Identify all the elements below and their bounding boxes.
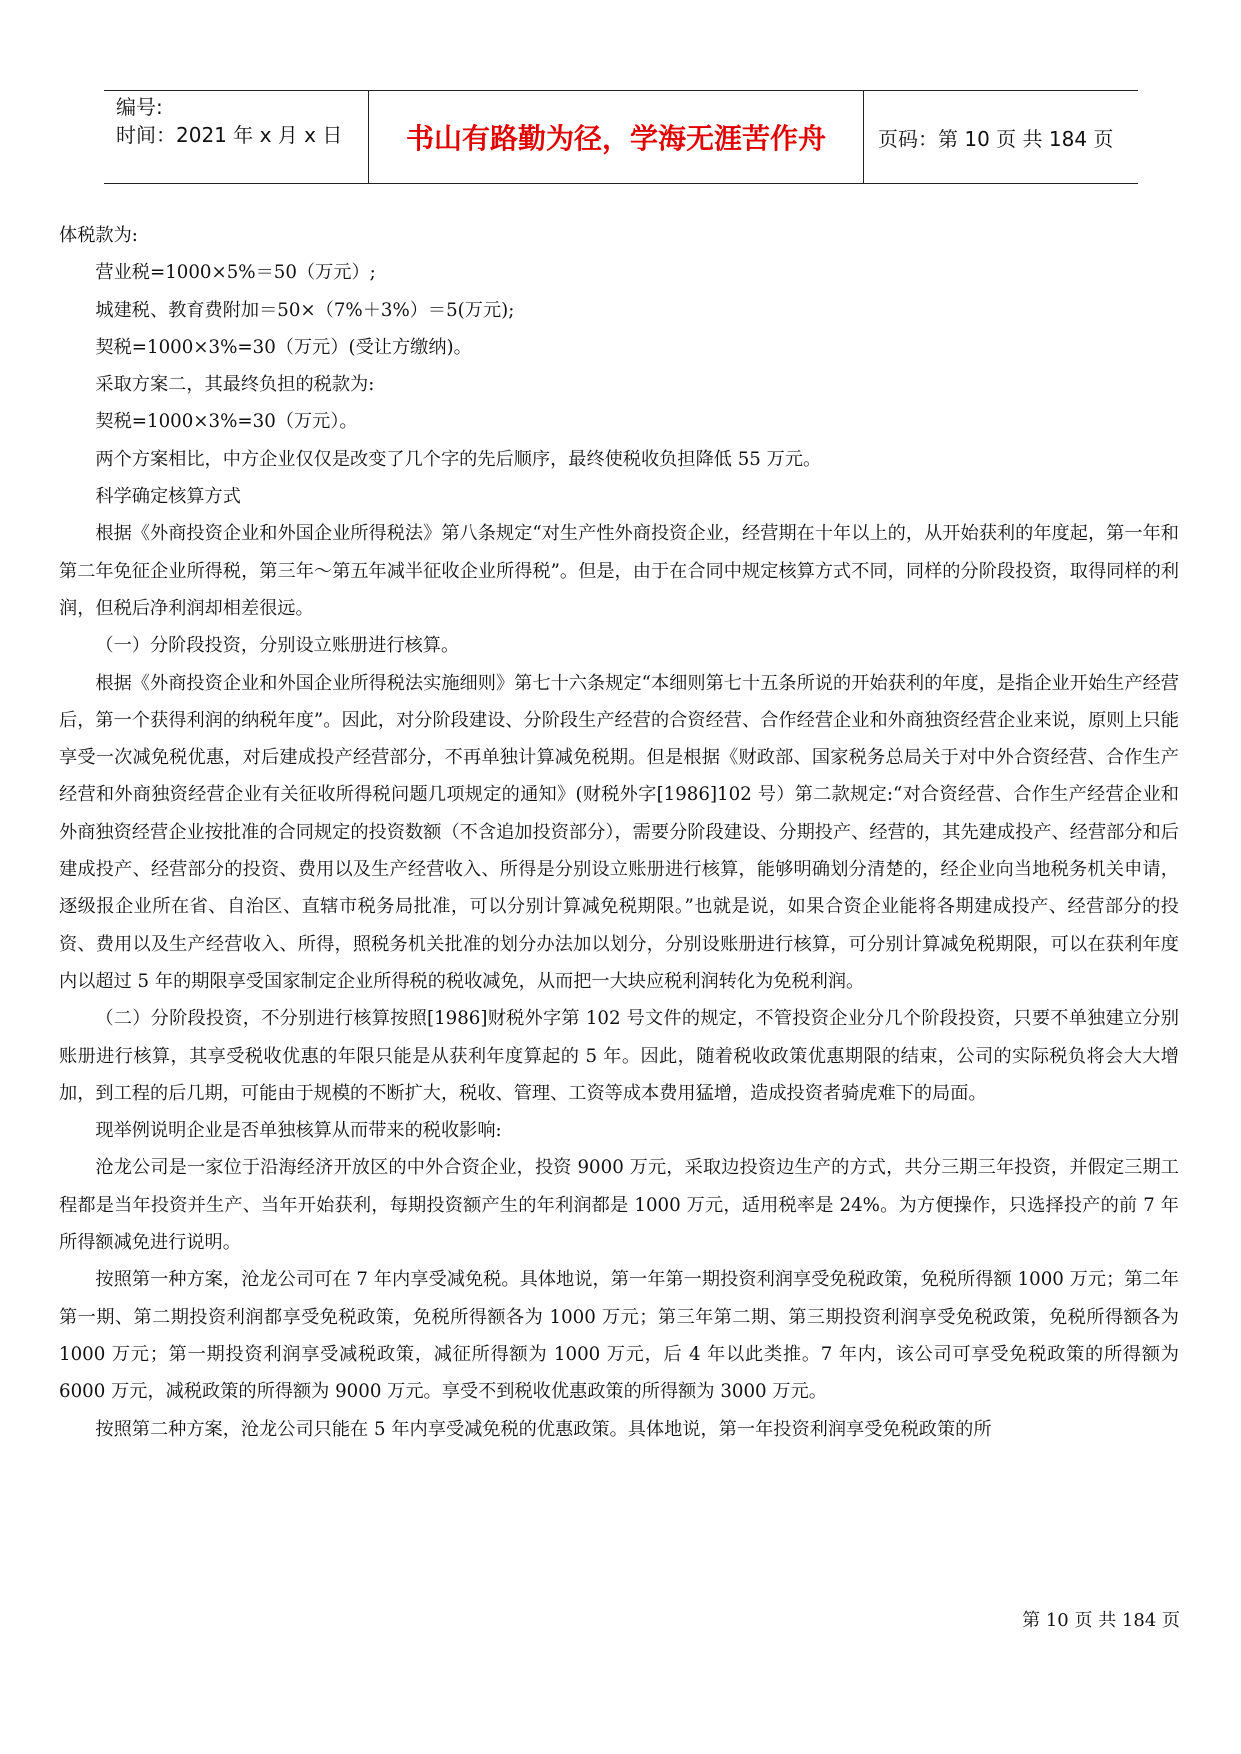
paragraph: 按照第二种方案，沧龙公司只能在 5 年内享受减免税的优惠政策。具体地说，第一年投资利润享受免税政策的所: [95, 1418, 992, 1440]
paragraph: 城建税、教育费附加＝50×（7%＋3%）＝5(万元);: [95, 299, 515, 321]
paragraph: 根据《外商投资企业和外国企业所得税法实施细则》第七十六条规定“本细则第七十五条所说的开始获利的年度，是指企业开始生产经营后，第一个获得利润的纳税年度”。因此，对分阶段建设、分阶段生产经营的合资经营、合作经营企业和外商独资经营企业来说，原则上只能享受一次减免税优惠，对后建成投产经营部分，不再单独计算减免税期。但是根据《财政部、国家税务总局关于对中外合资经营、合作生产经营和外商独资经营企业有关征收所得税问题几项规定的通知》(财税外字[1986]102 号）第二款规定:“对合资经营、合作生产经营企业和外商独资经营企业按批准的合同规定的投资数额（不含追加投资部分），需要分阶段建设、分期投产、经营的，其先建成投产、经营部分和后建成投产、经营部分的投资、费用以及生产经营收入、所得是分别设立账册进行核算，能够明确划分清楚的，经企业向当地税务机关申请，逐级报企业所在省、自治区、直辖市税务局批准，可以分别计算减免税期限。”也就是说，如果合资企业能将各期建成投产、经营部分的投资、费用以及生产经营收入、所得，照税务机关批准的划分办法加以划分，分别设账册进行核算，可分别计算减免税期限，可以在获利年度内以超过 5 年的期限享受国家制定企业所得税的税收减免，从而把一大块应税利润转化为免税利润。: [59, 672, 1179, 992]
paragraph: 契税=1000×3%=30（万元）(受让方缴纳)。: [95, 336, 472, 358]
paragraph: 体税款为:: [59, 225, 138, 246]
paragraph: 沧龙公司是一家位于沿海经济开放区的中外合资企业，投资 9000 万元，采取边投资边生产的方式，共分三期三年投资，并假定三期工程都是当年投资并生产、当年开始获利，每期投资额产生的年利润都是 1000 万元，适用税率是 24%。为方便操作，只选择投产的前 7 年所得额减免进行说明。: [59, 1157, 1179, 1254]
document-time-label: 时间：2021 年 x 月 x 日: [116, 123, 343, 147]
paragraph: 营业税=1000×5%＝50（万元）;: [95, 262, 376, 284]
paragraph: 根据《外商投资企业和外国企业所得税法》第八条规定“对生产性外商投资企业，经营期在十年以上的，从开始获利的年度起，第一年和第二年免征企业所得税，第三年～第五年减半征收企业所得税”。但是，由于在合同中规定核算方式不同，同样的分阶段投资，取得同样的利润，但税后净利润却相差很远。: [59, 523, 1179, 619]
paragraph: 两个方案相比，中方企业仅仅是改变了几个字的先后顺序，最终使税收负担降低 55 万元。: [95, 448, 822, 470]
subsection-heading: （一）分阶段投资，分别设立账册进行核算。: [95, 635, 460, 657]
paragraph: 按照第一种方案，沧龙公司可在 7 年内享受减免税。具体地说，第一年第一期投资利润享受免税政策，免税所得额 1000 万元；第二年第一期、第二期投资利润都享受免税政策，免税所得额各为 1000 万元；第三年第二期、第三期投资利润享受免税政策，免税所得额各为 1000 万元；第一期投资利润享受减税政策，减征所得额为 1000 万元，后 4 年以此类推。7 年内，该公司可享受免税政策的所得额为 6000 万元，减税政策的所得额为 9000 万元。享受不到税收优惠政策的所得额为 3000 万元。: [59, 1269, 1179, 1403]
paragraph: （二）分阶段投资，不分别进行核算按照[1986]财税外字第 102 号文件的规定，不管投资企业分几个阶段投资，只要不单独建立分别账册进行核算，其享受税收优惠的年限只能是从获利年度算起的 5 年。因此，随着税收政策优惠期限的结束，公司的实际税负将会大大增加，到工程的后几期，可能由于规模的不断扩大，税收、管理、工资等成本费用猛增，造成投资者骑虎难下的局面。: [59, 1008, 1179, 1104]
paragraph: 契税=1000×3%=30（万元）。: [95, 411, 358, 433]
header-motto: 书山有路勤为径，学海无涯苦作舟: [368, 91, 864, 183]
document-body: [59, 217, 1179, 1448]
paragraph: 采取方案二，其最终负担的税款为:: [95, 374, 375, 396]
paragraph: 现举例说明企业是否单独核算从而带来的税收影响:: [95, 1120, 502, 1142]
document-number-label: 编号:: [116, 95, 163, 119]
page-footer: 第 10 页 共 184 页: [1022, 1610, 1180, 1631]
header-page-label: 页码：第 10 页 共 184 页: [878, 126, 1114, 151]
header-info-cell: [104, 91, 368, 183]
document-header: [104, 90, 1138, 184]
section-heading: 科学确定核算方式: [95, 486, 241, 508]
